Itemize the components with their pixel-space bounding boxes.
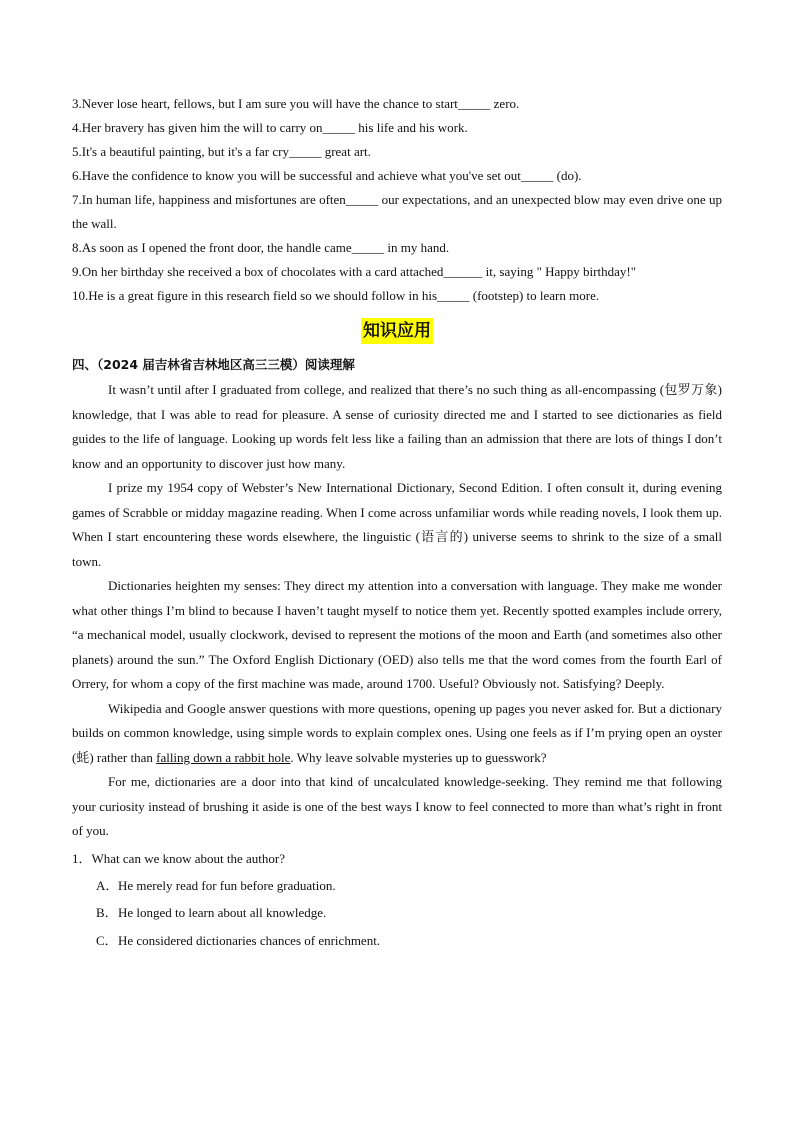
fill-in-blanks-list [72,92,722,308]
option-c [96,927,722,955]
fill-item-3: 3.Never lose heart, fellows, but I am sure you will have the chance to start_____ zero. [72,96,520,111]
passage-paragraph-2: I prize my 1954 copy of Webster’s New International Dictionary, Second Edition. I often consult it, during evening games of Scrabble or midday magazine reading. When I come across unfamiliar words while reading novels, I look them up. When I start encountering these words elsewhere, the linguistic (语言的) universe seems to shrink to the size of a small town. [72,480,722,569]
option-text: He merely read for fun before graduation. [118,877,336,893]
reading-heading: 四、（2024 届吉林省吉林地区高三三模）阅读理解 [72,357,355,372]
fill-item-6: 6.Have the confidence to know you will be successful and achieve what you've set out_____ (do). [72,168,582,183]
question-1 [72,846,722,955]
fill-item-10: 10.He is a great figure in this research field so we should follow in his_____ (footstep) to learn more. [72,288,600,303]
fill-item-7: 7.In human life, happiness and misfortunes are often_____ our expectations, and an unexpected blow may even drive one up the wall. [72,192,722,231]
fill-item-4: 4.Her bravery has given him the will to carry on_____ his life and his work. [72,120,468,135]
fill-item-5: 5.It's a beautiful painting, but it's a far cry_____ great art. [72,144,371,159]
option-a [96,872,722,900]
answer-options [72,872,722,955]
option-letter: C． [96,932,118,948]
underlined-phrase: falling down a rabbit hole [156,749,291,765]
option-letter: B． [96,905,118,920]
reading-passage [72,378,722,844]
paragraph-4-text-after: . Why leave solvable mysteries up to guesswork? [290,749,547,765]
passage-paragraph-5: For me, dictionaries are a door into that kind of uncalculated knowledge-seeking. They remind me that following your curiosity instead of brushing it aside is one of the best ways I know to feel connected to more than what’s right in front of you. [72,774,722,838]
option-b [96,899,722,927]
passage-paragraph-1: It wasn’t until after I graduated from college, and realized that there’s no such thing as all-encompassing (包罗万象) knowledge, that I was able to read for pleasure. A sense of curiosity directed me and I started to see dictionaries as field guides to the life of language. Looking up words felt less like a failing than an admission that there are lots of things I don’t know and an opportunity to discover just how many. [72,382,722,471]
passage-paragraph-4 [72,697,722,771]
section-title: 知识应用 [361,318,433,344]
section-title-wrap [72,318,722,348]
option-text: He considered dictionaries chances of enrichment. [118,932,381,948]
passage-paragraph-3: Dictionaries heighten my senses: They direct my attention into a conversation with language. They make me wonder what other things I’m blind to because I haven’t taught myself to notice them yet. Recently spotted examples include orrery, “a mechanical model, usually clockwork, devised to represent the motions of the moon and Earth (and sometimes also other planets) around the sun.” The Oxford English Dictionary (OED) also tells me that the word comes from the fourth Earl of Orrery, for whom a copy of the first machine was made, around 1700. Useful? Obviously not. Satisfying? Deeply. [72,578,722,691]
fill-item-9: 9.On her birthday she received a box of chocolates with a card attached______ it, saying " Happy birthday!" [72,264,637,279]
option-text: He longed to learn about all knowledge. [118,905,327,920]
fill-item-8: 8.As soon as I opened the front door, the handle came_____ in my hand. [72,240,450,255]
paragraph-4-text-before: Wikipedia and Google answer questions with more questions, opening up pages you never asked for. But a dictionary builds on common knowledge, using simple words to explain complex ones. Using one feels as if I’m prying open an oyster (蚝) rather than [72,700,722,765]
question-stem: 1．What can we know about the author? [72,850,285,866]
document-page [72,92,722,954]
option-letter: A． [96,877,119,893]
